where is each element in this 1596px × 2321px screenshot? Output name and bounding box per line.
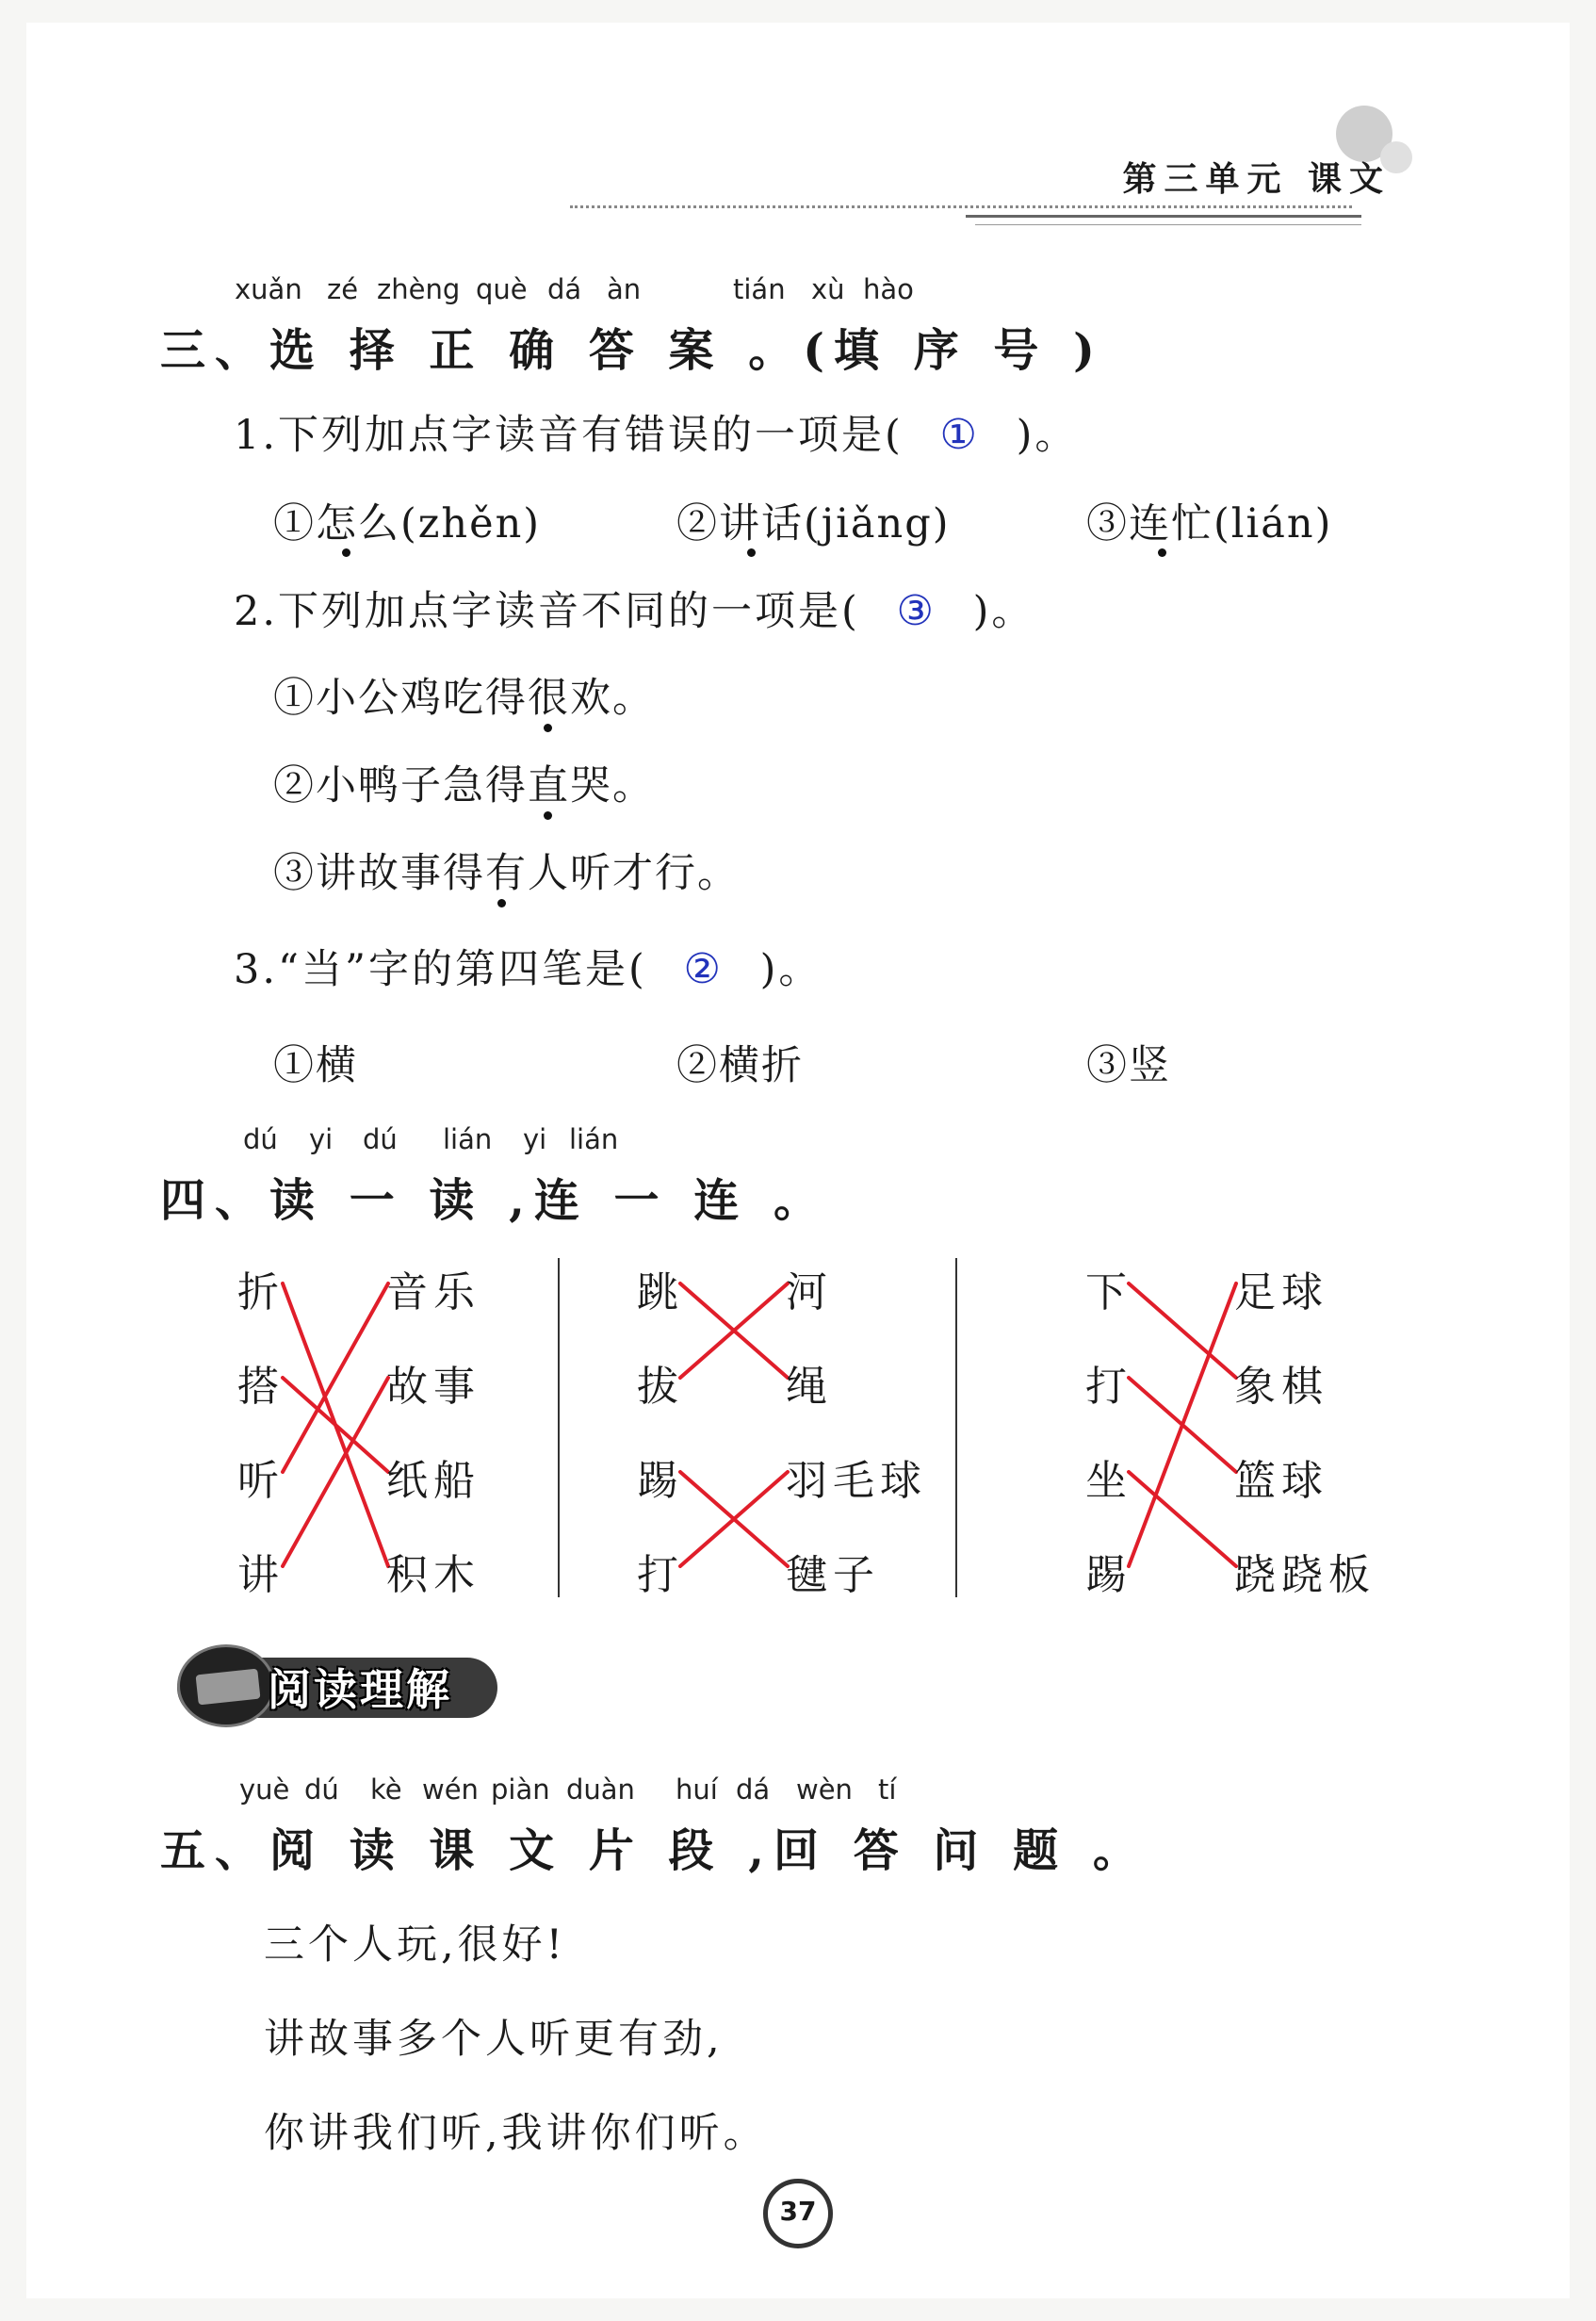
pinyin: xuǎn: [235, 273, 302, 305]
option: ③连忙(lián): [1086, 500, 1333, 548]
match-left-word: 讲: [237, 1551, 285, 1599]
book-icon: [177, 1644, 275, 1727]
pinyin: dá: [547, 273, 582, 305]
pinyin: dú: [363, 1123, 398, 1155]
pinyin: wèn: [796, 1773, 853, 1806]
pinyin: tián: [733, 273, 786, 305]
match-right-word: 纸船: [386, 1457, 480, 1505]
pinyin: yi: [523, 1123, 547, 1155]
match-left-word: 听: [237, 1457, 285, 1505]
match-right-word: 篮球: [1234, 1457, 1328, 1505]
match-right-word: 跷跷板: [1234, 1551, 1376, 1599]
section-title: 四、读 一 读 ,连 一 连 。: [160, 1174, 828, 1227]
pinyin: dú: [304, 1773, 339, 1806]
match-line: [283, 1378, 388, 1566]
passage-line: 三个人玩,很好!: [264, 1921, 566, 1969]
banner-label: 阅读理解: [268, 1664, 452, 1715]
unit-header: 第三单元 课文: [1122, 159, 1391, 199]
option: ③讲故事得有人听才行。: [273, 850, 740, 897]
pinyin: lián: [569, 1123, 619, 1155]
match-right-word: 羽毛球: [786, 1457, 927, 1505]
match-right-word: 绳: [786, 1363, 833, 1411]
pinyin: què: [476, 273, 528, 305]
option: ③竖: [1086, 1042, 1171, 1089]
option: ②横折: [676, 1042, 804, 1089]
match-right-word: 足球: [1234, 1268, 1328, 1316]
pinyin: xù: [811, 273, 845, 305]
answer-mark: ②: [683, 945, 724, 993]
pinyin: tí: [878, 1773, 897, 1806]
passage-line: 你讲我们听,我讲你们听。: [264, 2110, 768, 2157]
match-left-word: 坐: [1085, 1457, 1132, 1505]
match-left-word: 搭: [237, 1363, 285, 1411]
match-line: [283, 1283, 388, 1472]
section-title: 五、阅 读 课 文 片 段 ,回 答 问 题 。: [160, 1824, 1148, 1877]
match-left-word: 下: [1085, 1268, 1132, 1316]
match-left-word: 跳: [637, 1268, 684, 1316]
match-left-word: 打: [637, 1551, 684, 1599]
answer-mark: ③: [896, 587, 936, 635]
match-right-word: 积木: [386, 1551, 480, 1599]
question-stem: 2.下列加点字读音不同的一项是( ③ )。: [234, 587, 1035, 635]
pinyin: duàn: [566, 1773, 635, 1806]
pinyin: piàn: [491, 1773, 550, 1806]
section-title: 三、选 择 正 确 答 案 。(填 序 号 ): [160, 324, 1104, 377]
pinyin: zhèng: [377, 273, 461, 305]
pinyin: yi: [309, 1123, 334, 1155]
match-right-word: 故事: [386, 1363, 480, 1411]
match-right-word: 音乐: [386, 1268, 480, 1316]
option: ②讲话(jiǎng): [676, 500, 951, 548]
pinyin: lián: [443, 1123, 493, 1155]
pinyin: dá: [736, 1773, 771, 1806]
match-right-word: 毽子: [786, 1551, 880, 1599]
pinyin: hào: [863, 273, 914, 305]
reading-comprehension-banner: [177, 1644, 505, 1727]
option: ②小鸭子急得直哭。: [273, 762, 655, 809]
pinyin: kè: [370, 1773, 402, 1806]
answer-mark: ①: [939, 411, 980, 459]
question-stem: 3.“当”字的第四笔是( ② )。: [234, 945, 822, 993]
match-line: [1129, 1283, 1236, 1566]
pinyin: huí: [676, 1773, 718, 1806]
question-stem: 1.下列加点字读音有错误的一项是( ① )。: [234, 411, 1079, 459]
pinyin: dú: [243, 1123, 278, 1155]
match-line: [283, 1378, 388, 1472]
pinyin: yuè: [239, 1773, 290, 1806]
option: ①怎么(zhěn): [273, 500, 542, 548]
pinyin: àn: [607, 273, 642, 305]
match-right-word: 河: [786, 1268, 833, 1316]
option: ①小公鸡吃得很欢。: [273, 675, 655, 722]
page-number: 37: [779, 2196, 817, 2227]
match-left-word: 踢: [1085, 1551, 1132, 1599]
match-left-word: 拔: [637, 1363, 684, 1411]
option: ①横: [273, 1042, 358, 1089]
match-left-word: 打: [1085, 1363, 1132, 1411]
match-left-word: 折: [237, 1268, 285, 1316]
passage-line: 讲故事多个人听更有劲,: [264, 2016, 724, 2063]
pinyin: zé: [327, 273, 359, 305]
match-right-word: 象棋: [1234, 1363, 1328, 1411]
pinyin: wén: [422, 1773, 479, 1806]
match-left-word: 踢: [637, 1457, 684, 1505]
